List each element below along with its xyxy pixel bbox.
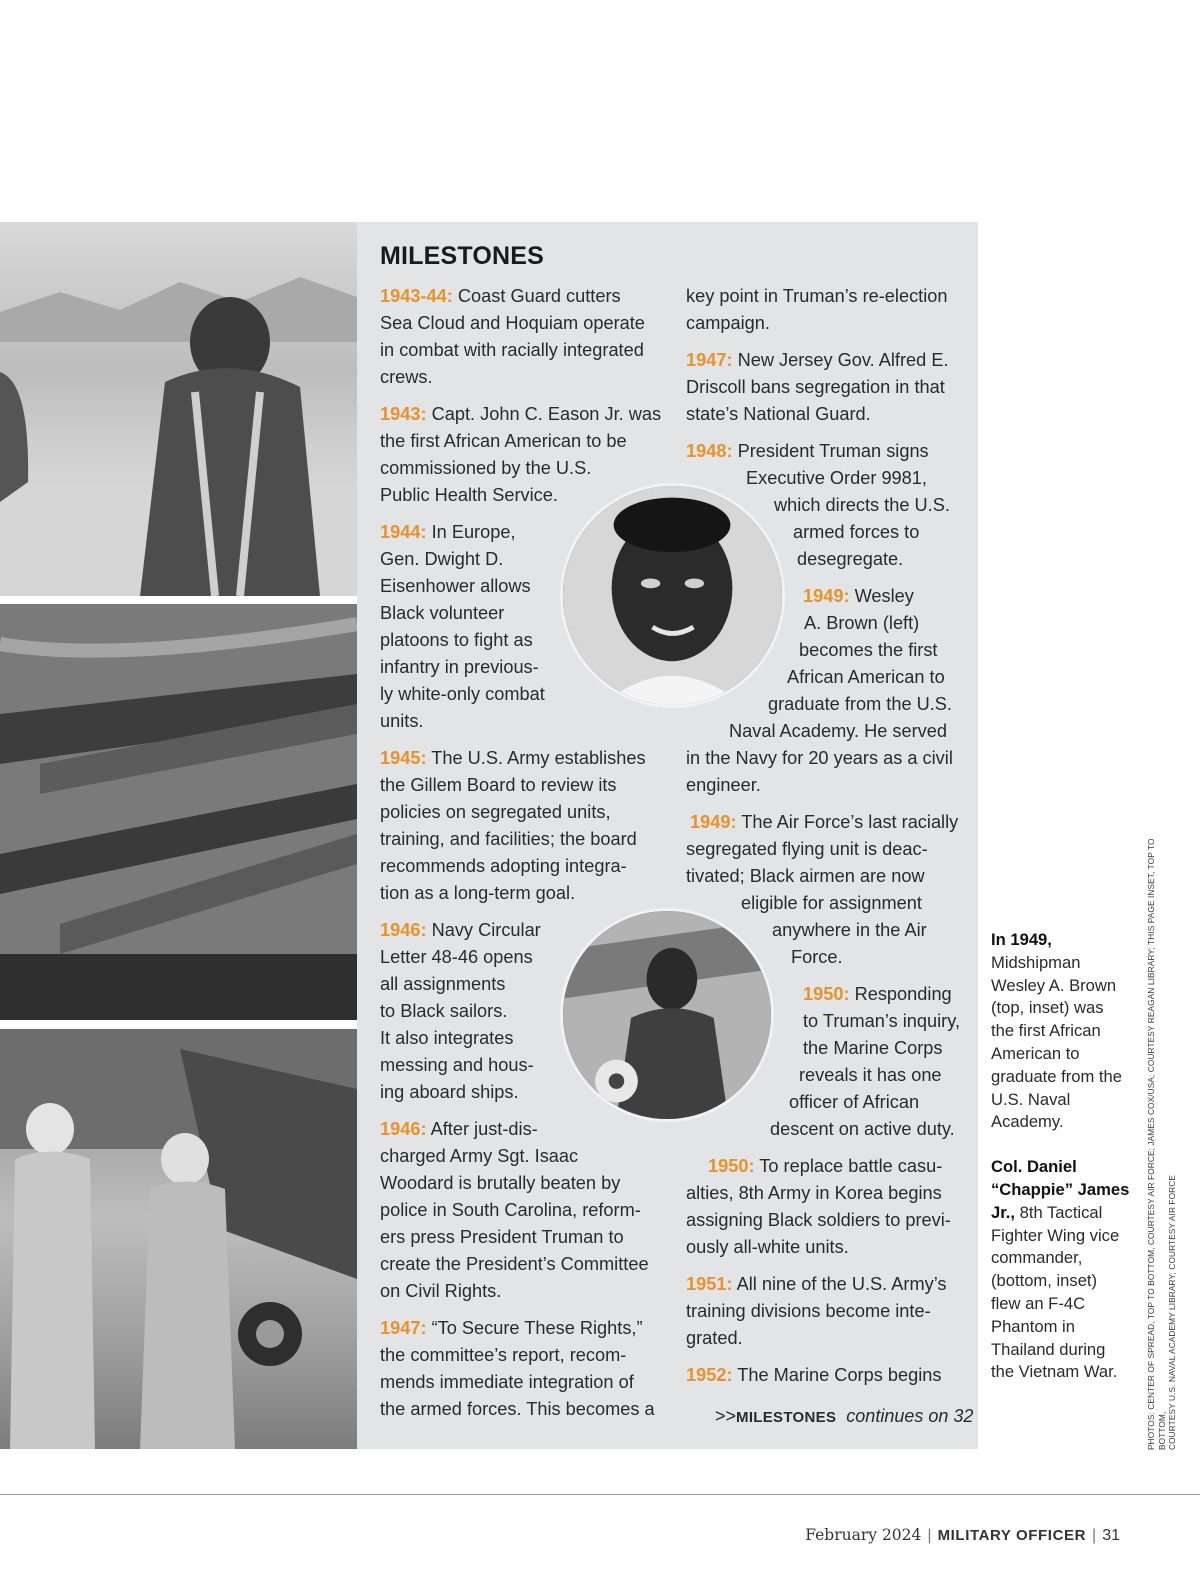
publication-name: MILITARY OFFICER	[937, 1527, 1087, 1544]
milestones-heading: MILESTONES	[380, 242, 545, 270]
milestone-text: ly white-only combat	[380, 684, 545, 704]
continues-note	[715, 1406, 973, 1427]
milestone-text: training divisions become inte-	[686, 1301, 931, 1321]
milestone-year: 1949:	[803, 586, 850, 606]
milestone-text: New Jersey Gov. Alfred E.	[737, 350, 949, 370]
milestone-text: key point in Truman’s re-election	[686, 286, 948, 306]
milestone-text: The Marine Corps begins	[737, 1365, 942, 1385]
milestone-text: the committee’s report, recom-	[380, 1345, 627, 1365]
milestone-text: Executive Order 9981,	[746, 468, 927, 488]
milestone-text: policies on segregated units,	[380, 802, 611, 822]
milestone-text: commissioned by the U.S.	[380, 458, 592, 478]
milestone-year: 1946:	[380, 1119, 427, 1139]
milestone-year: 1945:	[380, 748, 427, 768]
milestone-year: 1944:	[380, 522, 427, 542]
photo-deck-guns	[0, 604, 357, 1020]
milestone-text: tivated; Black airmen are now	[686, 866, 925, 886]
milestone-text: the Gillem Board to review its	[380, 775, 617, 795]
milestone-text: ers press President Truman to	[380, 1227, 624, 1247]
milestone-entry	[686, 347, 971, 428]
continues-text: continues on 32	[846, 1406, 974, 1426]
milestone-text: descent on active duty.	[770, 1119, 955, 1139]
continues-ref: MILESTONES	[736, 1409, 837, 1426]
milestone-text: The Air Force’s last racially	[741, 812, 959, 832]
milestone-text: All nine of the U.S. Army’s	[736, 1274, 947, 1294]
milestone-text: anywhere in the Air	[772, 920, 927, 940]
milestone-text: in combat with racially integrated	[380, 340, 644, 360]
milestone-text: platoons to fight as	[380, 630, 533, 650]
milestone-year: 1947:	[686, 350, 733, 370]
milestone-text: Driscoll bans segregation in that	[686, 377, 945, 397]
milestone-text: becomes the first	[799, 640, 938, 660]
milestone-text: Eisenhower allows	[380, 576, 531, 596]
milestone-text: Naval Academy. He served	[729, 721, 948, 741]
credit-line: COURTESY U.S. NAVAL ACADEMY LIBRARY; COURTESY AIR FORCE	[1167, 1175, 1177, 1450]
milestone-text: crews.	[380, 367, 433, 387]
milestone-text: police in South Carolina, reform-	[380, 1200, 641, 1220]
milestone-text: charged Army Sgt. Isaac	[380, 1146, 579, 1166]
milestone-text: Letter 48-46 opens	[380, 947, 533, 967]
milestone-year: 1952:	[686, 1365, 733, 1385]
milestone-text: create the President’s Committee	[380, 1254, 649, 1274]
milestone-text: on Civil Rights.	[380, 1281, 502, 1301]
milestone-text: Navy Circular	[431, 920, 541, 940]
portrait-wesley-brown	[560, 483, 785, 708]
milestone-entry	[686, 1271, 971, 1352]
page-folio	[805, 1526, 1120, 1545]
milestone-year: 1951:	[686, 1274, 733, 1294]
milestone-year: 1950:	[803, 984, 850, 1004]
milestone-text: To replace battle casu-	[759, 1156, 943, 1176]
milestone-entry	[380, 745, 670, 907]
continues-arrow: >>	[715, 1406, 737, 1426]
milestone-text: the first African American to be	[380, 431, 627, 451]
milestone-text: mends immediate integration of	[380, 1372, 634, 1392]
milestone-text: A. Brown (left)	[804, 613, 920, 633]
milestone-text: President Truman signs	[737, 441, 929, 461]
photo-credits	[1146, 810, 1178, 1450]
milestone-text: “To Secure These Rights,”	[431, 1318, 643, 1338]
caption-body: Midshipman Wesley A. Brown (top, inset) was the first African American to graduate from the U.S. Naval Academy.	[991, 952, 1122, 1132]
milestone-text: Responding	[854, 984, 952, 1004]
milestone-entry	[686, 283, 971, 337]
milestone-text: It also integrates	[380, 1028, 514, 1048]
issue-date: February 2024	[805, 1526, 922, 1544]
milestone-text: Coast Guard cutters	[457, 286, 621, 306]
milestone-text: officer of African	[789, 1092, 920, 1112]
caption-lead: In 1949,	[991, 930, 1052, 949]
milestone-year: 1950:	[708, 1156, 755, 1176]
milestone-text: units.	[380, 711, 424, 731]
milestone-text: to Black sailors.	[380, 1001, 508, 1021]
milestone-text: African American to	[787, 667, 945, 687]
photo-caption	[991, 929, 1131, 1384]
milestone-text: segregated flying unit is deac-	[686, 839, 928, 859]
caption-body: 8th Tactical Fighter Wing vice commander, (bottom, inset) flew an F-4C Phantom in Thailand during the Vietnam War.	[991, 1202, 1120, 1382]
caption-lead: Col. Daniel “Chappie” James Jr.,	[991, 1157, 1130, 1222]
folio-separator: |	[1092, 1527, 1097, 1544]
milestone-year: 1946:	[380, 920, 427, 940]
milestone-text: eligible for assignment	[741, 893, 922, 913]
milestone-text: messing and hous-	[380, 1055, 534, 1075]
milestone-text: alties, 8th Army in Korea begins	[686, 1183, 942, 1203]
milestone-text: Force.	[791, 947, 843, 967]
footer-rule	[0, 1494, 1200, 1495]
milestone-entry	[380, 283, 670, 391]
milestone-text: The U.S. Army establishes	[431, 748, 646, 768]
milestone-text: which directs the U.S.	[774, 495, 950, 515]
milestone-text: the armed forces. This becomes a	[380, 1399, 655, 1419]
milestone-year: 1943:	[380, 404, 427, 424]
milestone-year: 1947:	[380, 1318, 427, 1338]
milestone-text: armed forces to	[793, 522, 920, 542]
milestone-entry	[686, 1153, 971, 1261]
page-number: 31	[1102, 1527, 1120, 1544]
milestone-text: Capt. John C. Eason Jr. was	[431, 404, 662, 424]
milestone-text: in the Navy for 20 years as a civil	[686, 748, 953, 768]
milestone-text: state’s National Guard.	[686, 404, 871, 424]
milestone-text: infantry in previous-	[380, 657, 539, 677]
milestone-entry	[380, 1116, 670, 1305]
milestone-year: 1943-44:	[380, 286, 453, 306]
credit-line: PHOTOS: CENTER OF SPREAD, TOP TO BOTTOM, COURTESY AIR FORCE; JAMES COX/USA; COURTESY REAGAN LIBRARY; THIS PAGE INSET, TOP TO BOTTOM,	[1146, 838, 1167, 1450]
milestone-text: graduate from the U.S.	[768, 694, 952, 714]
milestone-text: recommends adopting integra-	[380, 856, 627, 876]
milestone-year: 1949:	[690, 812, 737, 832]
milestone-text: Gen. Dwight D.	[380, 549, 504, 569]
photo-pilot-airfield	[0, 222, 357, 596]
milestone-text: grated.	[686, 1328, 743, 1348]
caption-brown	[991, 929, 1131, 1134]
milestone-text: assigning Black soldiers to previ-	[686, 1210, 951, 1230]
milestone-text: ously all-white units.	[686, 1237, 849, 1257]
milestone-entry	[380, 1315, 670, 1423]
milestone-year: 1948:	[686, 441, 733, 461]
milestone-text: Sea Cloud and Hoquiam operate	[380, 313, 645, 333]
milestone-text: In Europe,	[431, 522, 516, 542]
milestone-text: engineer.	[686, 775, 761, 795]
milestone-text: all assignments	[380, 974, 506, 994]
milestone-text: training, and facilities; the board	[380, 829, 637, 849]
milestone-text: desegregate.	[797, 549, 904, 569]
milestone-text: campaign.	[686, 313, 770, 333]
milestone-text: Woodard is brutally beaten by	[380, 1173, 621, 1193]
milestone-text: After just-dis-	[430, 1119, 538, 1139]
folio-separator: |	[927, 1527, 932, 1544]
milestone-entry	[686, 1362, 971, 1389]
milestone-text: the Marine Corps	[803, 1038, 943, 1058]
caption-james	[991, 1156, 1131, 1384]
milestones-left-column	[380, 283, 670, 1433]
milestones-right-column	[686, 283, 971, 1399]
milestone-text: Black volunteer	[380, 603, 505, 623]
milestone-text: tion as a long-term goal.	[380, 883, 576, 903]
photo-aviators-carrier	[0, 1029, 357, 1449]
milestone-text: Public Health Service.	[380, 485, 558, 505]
portrait-chappie-james	[560, 908, 774, 1122]
milestone-text: to Truman’s inquiry,	[803, 1011, 961, 1031]
milestone-text: reveals it has one	[799, 1065, 942, 1085]
milestone-text: Wesley	[854, 586, 914, 606]
milestone-text: ing aboard ships.	[380, 1082, 519, 1102]
